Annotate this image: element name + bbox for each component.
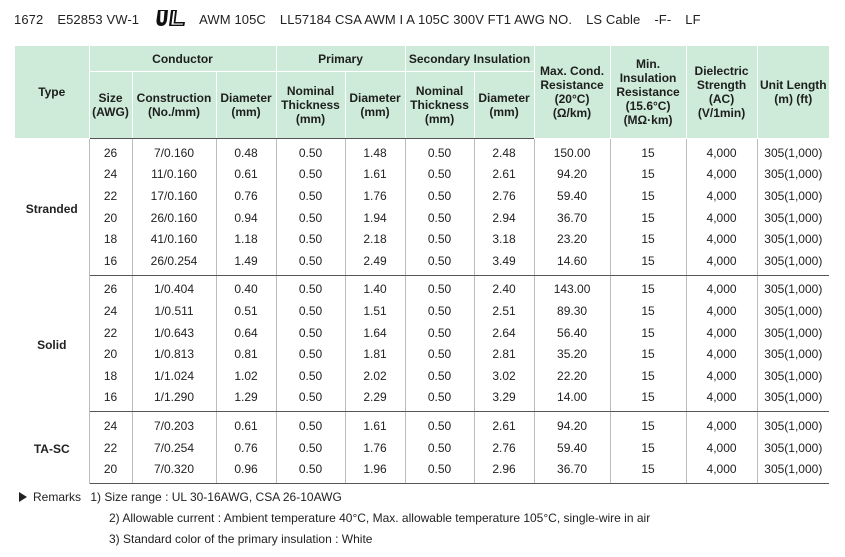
prim-thickness-cell: 0.50 — [276, 185, 345, 207]
dielectric-cell: 4,000 — [686, 185, 757, 207]
dielectric-cell: 4,000 — [686, 322, 757, 344]
prim-thickness-cell: 0.50 — [276, 343, 345, 365]
prim-thickness-cell: 0.50 — [276, 250, 345, 275]
sec-diameter-cell: 2.48 — [474, 139, 534, 164]
size-cell: 20 — [89, 207, 132, 229]
prim-thickness-cell: 0.50 — [276, 300, 345, 322]
max-resistance-cell: 59.40 — [534, 437, 610, 459]
group-secondary-insulation: Secondary Insulation — [405, 46, 534, 72]
unit-length-cell: 305(1,000) — [764, 145, 823, 160]
max-resistance-cell: 35.20 — [534, 343, 610, 365]
dielectric-cell: 4,000 — [686, 207, 757, 229]
unit-length-cell: 305(1,000) — [764, 188, 823, 203]
sec-thickness-cell: 0.50 — [405, 228, 474, 250]
col-size: Size (AWG) — [89, 72, 132, 139]
size-cell: 20 — [89, 343, 132, 365]
max-resistance-cell: 94.20 — [534, 164, 610, 186]
size-cell: 16 — [89, 250, 132, 275]
table-row — [15, 250, 829, 275]
construction-cell: 1/1.290 — [132, 387, 216, 412]
col-max-resistance: Max. Cond. Resistance (20°C) (Ω/km) — [534, 46, 610, 139]
header-item: LL57184 CSA AWM I A 105C 300V FT1 AWG NO. — [279, 11, 573, 27]
construction-cell: 26/0.254 — [132, 250, 216, 275]
unit-length-cell: 305(1,000) — [764, 418, 823, 433]
sec-diameter-cell: 2.61 — [474, 412, 534, 437]
table-row — [15, 437, 829, 459]
min-insulation-cell: 15 — [610, 343, 686, 365]
sec-thickness-cell: 0.50 — [405, 322, 474, 344]
unit-length-cell: 305(1,000) — [764, 210, 823, 225]
cond-diameter-cell: 0.76 — [216, 437, 276, 459]
cable-spec-header — [14, 5, 715, 33]
max-resistance-cell: 36.70 — [534, 458, 610, 483]
unit-length-cell: 305(1,000) — [764, 347, 823, 362]
remark-item: 1) Size range : UL 30-16AWG, CSA 26-10AWG — [90, 490, 342, 504]
unit-length-cell: 305(1,000) — [764, 303, 823, 318]
col-min-insulation: Min. Insulation Resistance (15.6°C) (MΩ·km) — [610, 46, 686, 139]
size-cell: 24 — [89, 412, 132, 437]
min-insulation-cell: 15 — [610, 275, 686, 300]
prim-diameter-cell: 1.40 — [345, 275, 405, 300]
cond-diameter-cell: 0.81 — [216, 343, 276, 365]
max-resistance-cell: 56.40 — [534, 322, 610, 344]
prim-diameter-cell: 2.02 — [345, 365, 405, 387]
min-insulation-cell: 15 — [610, 365, 686, 387]
size-cell: 22 — [89, 437, 132, 459]
construction-cell: 7/0.160 — [132, 139, 216, 164]
max-resistance-cell: 36.70 — [534, 207, 610, 229]
unit-length-cell: 305(1,000) — [757, 387, 829, 412]
construction-cell: 7/0.320 — [132, 458, 216, 483]
type-cell: Solid — [15, 275, 89, 412]
table-row — [15, 275, 829, 300]
table-row — [15, 365, 829, 387]
prim-thickness-cell: 0.50 — [276, 437, 345, 459]
unit-length-cell: 305(1,000) — [757, 250, 829, 275]
remarks-label: Remarks — [33, 490, 82, 504]
header-item: AWM 105C — [199, 11, 266, 27]
size-cell: 26 — [89, 139, 132, 164]
unit-length-cell: 305(1,000) — [764, 440, 823, 455]
prim-thickness-cell: 0.50 — [276, 139, 345, 164]
min-insulation-cell: 15 — [610, 458, 686, 483]
table-row — [15, 387, 829, 412]
header-item: LF — [685, 11, 701, 27]
cable-spec-body — [15, 139, 829, 484]
dielectric-cell: 4,000 — [686, 387, 757, 412]
remark-item: 2) Allowable current : Ambient temperature 40°C, Max. allowable temperature 105°C, single-wire in air — [109, 511, 651, 525]
size-cell: 20 — [89, 458, 132, 483]
dielectric-cell: 4,000 — [686, 275, 757, 300]
cond-diameter-cell: 0.48 — [216, 139, 276, 164]
min-insulation-cell: 15 — [610, 437, 686, 459]
cond-diameter-cell: 0.51 — [216, 300, 276, 322]
max-resistance-cell: 23.20 — [534, 228, 610, 250]
prim-thickness-cell: 0.50 — [276, 207, 345, 229]
prim-diameter-cell: 1.48 — [345, 139, 405, 164]
max-resistance-cell: 143.00 — [534, 275, 610, 300]
table-row — [15, 343, 829, 365]
construction-cell: 7/0.203 — [132, 412, 216, 437]
unit-length-cell: 305(1,000) — [764, 232, 823, 247]
cond-diameter-cell: 1.49 — [216, 250, 276, 275]
prim-thickness-cell: 0.50 — [276, 387, 345, 412]
size-cell: 24 — [89, 164, 132, 186]
table-row — [15, 164, 829, 186]
sec-thickness-cell: 0.50 — [405, 139, 474, 164]
max-resistance-cell: 150.00 — [534, 139, 610, 164]
prim-diameter-cell: 2.18 — [345, 228, 405, 250]
sec-diameter-cell: 2.51 — [474, 300, 534, 322]
sec-diameter-cell: 2.76 — [474, 185, 534, 207]
min-insulation-cell: 15 — [610, 139, 686, 164]
triangle-bullet-icon — [19, 492, 27, 502]
min-insulation-cell: 15 — [610, 228, 686, 250]
header-item: 1672 — [14, 11, 44, 27]
size-cell: 22 — [89, 185, 132, 207]
dielectric-cell: 4,000 — [686, 412, 757, 437]
sec-thickness-cell: 0.50 — [405, 343, 474, 365]
remark-item: 3) Standard color of the primary insulation : White — [109, 532, 373, 546]
construction-cell: 41/0.160 — [132, 228, 216, 250]
col-dielectric: Dielectric Strength (AC) (V/1min) — [686, 46, 757, 139]
prim-thickness-cell: 0.50 — [276, 365, 345, 387]
col-prim-diameter: Diameter (mm) — [345, 72, 405, 139]
construction-cell: 1/0.643 — [132, 322, 216, 344]
col-sec-diameter: Diameter (mm) — [474, 72, 534, 139]
cond-diameter-cell: 1.18 — [216, 228, 276, 250]
construction-cell: 26/0.160 — [132, 207, 216, 229]
prim-diameter-cell: 1.81 — [345, 343, 405, 365]
col-construction: Construction (No./mm) — [132, 72, 216, 139]
sec-thickness-cell: 0.50 — [405, 458, 474, 483]
cond-diameter-cell: 0.64 — [216, 322, 276, 344]
prim-thickness-cell: 0.50 — [276, 228, 345, 250]
sec-diameter-cell: 2.76 — [474, 437, 534, 459]
sec-thickness-cell: 0.50 — [405, 250, 474, 275]
size-cell: 26 — [89, 275, 132, 300]
type-cell: Stranded — [15, 139, 89, 276]
sec-diameter-cell: 3.49 — [474, 250, 534, 275]
header-item: -F- — [654, 11, 672, 27]
dielectric-cell: 4,000 — [686, 164, 757, 186]
prim-diameter-cell: 1.61 — [345, 412, 405, 437]
max-resistance-cell: 22.20 — [534, 365, 610, 387]
size-cell: 16 — [89, 387, 132, 412]
col-type: Type — [15, 46, 89, 139]
col-cond-diameter: Diameter (mm) — [216, 72, 276, 139]
cond-diameter-cell: 0.96 — [216, 458, 276, 483]
sec-thickness-cell: 0.50 — [405, 207, 474, 229]
cond-diameter-cell: 1.02 — [216, 365, 276, 387]
size-cell: 22 — [89, 322, 132, 344]
header-item: E52853 VW-1 — [57, 11, 140, 27]
min-insulation-cell: 15 — [610, 207, 686, 229]
cond-diameter-cell: 0.76 — [216, 185, 276, 207]
prim-diameter-cell: 1.51 — [345, 300, 405, 322]
cond-diameter-cell: 0.61 — [216, 164, 276, 186]
prim-thickness-cell: 0.50 — [276, 322, 345, 344]
min-insulation-cell: 15 — [610, 412, 686, 437]
cond-diameter-cell: 0.61 — [216, 412, 276, 437]
prim-diameter-cell: 2.29 — [345, 387, 405, 412]
table-row — [15, 207, 829, 229]
cond-diameter-cell: 0.94 — [216, 207, 276, 229]
size-cell: 24 — [89, 300, 132, 322]
sec-diameter-cell: 2.61 — [474, 164, 534, 186]
sec-diameter-cell: 2.94 — [474, 207, 534, 229]
unit-length-cell: 305(1,000) — [764, 325, 823, 340]
sec-thickness-cell: 0.50 — [405, 300, 474, 322]
col-sec-thickness: Nominal Thickness (mm) — [405, 72, 474, 139]
table-row — [15, 228, 829, 250]
table-row — [15, 458, 829, 483]
table-row — [15, 412, 829, 437]
prim-diameter-cell: 1.94 — [345, 207, 405, 229]
dielectric-cell: 4,000 — [686, 458, 757, 483]
prim-thickness-cell: 0.50 — [276, 275, 345, 300]
type-cell: TA-SC — [15, 412, 89, 484]
sec-diameter-cell: 3.18 — [474, 228, 534, 250]
cable-spec-table — [15, 46, 829, 484]
sec-diameter-cell: 3.02 — [474, 365, 534, 387]
max-resistance-cell: 59.40 — [534, 185, 610, 207]
sec-diameter-cell: 2.40 — [474, 275, 534, 300]
min-insulation-cell: 15 — [610, 322, 686, 344]
group-primary: Primary — [276, 46, 405, 72]
min-insulation-cell: 15 — [610, 185, 686, 207]
col-unit-length: Unit Length (m) (ft) — [757, 46, 829, 139]
max-resistance-cell: 89.30 — [534, 300, 610, 322]
header-item: LS Cable — [586, 11, 641, 27]
size-cell: 18 — [89, 365, 132, 387]
sec-thickness-cell: 0.50 — [405, 275, 474, 300]
dielectric-cell: 4,000 — [686, 343, 757, 365]
size-cell: 18 — [89, 228, 132, 250]
sec-thickness-cell: 0.50 — [405, 164, 474, 186]
min-insulation-cell: 15 — [610, 164, 686, 186]
table-row — [15, 300, 829, 322]
construction-cell: 1/0.813 — [132, 343, 216, 365]
max-resistance-cell: 94.20 — [534, 412, 610, 437]
construction-cell: 7/0.254 — [132, 437, 216, 459]
dielectric-cell: 4,000 — [686, 228, 757, 250]
dielectric-cell: 4,000 — [686, 365, 757, 387]
unit-length-cell: 305(1,000) — [764, 167, 823, 182]
sec-thickness-cell: 0.50 — [405, 412, 474, 437]
unit-length-cell: 305(1,000) — [757, 458, 829, 483]
sec-thickness-cell: 0.50 — [405, 365, 474, 387]
remarks — [19, 487, 650, 550]
prim-thickness-cell: 0.50 — [276, 164, 345, 186]
prim-diameter-cell: 1.76 — [345, 437, 405, 459]
prim-thickness-cell: 0.50 — [276, 458, 345, 483]
sec-diameter-cell: 2.96 — [474, 458, 534, 483]
sec-diameter-cell: 2.64 — [474, 322, 534, 344]
construction-cell: 11/0.160 — [132, 164, 216, 186]
max-resistance-cell: 14.00 — [534, 387, 610, 412]
dielectric-cell: 4,000 — [686, 300, 757, 322]
unit-length-cell: 305(1,000) — [764, 282, 823, 297]
dielectric-cell: 4,000 — [686, 437, 757, 459]
construction-cell: 1/1.024 — [132, 365, 216, 387]
table-row — [15, 185, 829, 207]
prim-diameter-cell: 1.76 — [345, 185, 405, 207]
construction-cell: 17/0.160 — [132, 185, 216, 207]
sec-diameter-cell: 2.81 — [474, 343, 534, 365]
table-row — [15, 139, 829, 164]
min-insulation-cell: 15 — [610, 250, 686, 275]
table-row — [15, 322, 829, 344]
cond-diameter-cell: 0.40 — [216, 275, 276, 300]
cond-diameter-cell: 1.29 — [216, 387, 276, 412]
sec-thickness-cell: 0.50 — [405, 387, 474, 412]
sec-thickness-cell: 0.50 — [405, 437, 474, 459]
group-conductor: Conductor — [89, 46, 276, 72]
construction-cell: 1/0.404 — [132, 275, 216, 300]
prim-diameter-cell: 2.49 — [345, 250, 405, 275]
unit-length-cell: 305(1,000) — [764, 368, 823, 383]
prim-diameter-cell: 1.96 — [345, 458, 405, 483]
sec-thickness-cell: 0.50 — [405, 185, 474, 207]
ul-recognized-logo-icon — [155, 8, 189, 31]
prim-diameter-cell: 1.61 — [345, 164, 405, 186]
prim-diameter-cell: 1.64 — [345, 322, 405, 344]
sec-diameter-cell: 3.29 — [474, 387, 534, 412]
col-prim-thickness: Nominal Thickness (mm) — [276, 72, 345, 139]
prim-thickness-cell: 0.50 — [276, 412, 345, 437]
construction-cell: 1/0.511 — [132, 300, 216, 322]
min-insulation-cell: 15 — [610, 300, 686, 322]
max-resistance-cell: 14.60 — [534, 250, 610, 275]
dielectric-cell: 4,000 — [686, 139, 757, 164]
dielectric-cell: 4,000 — [686, 250, 757, 275]
min-insulation-cell: 15 — [610, 387, 686, 412]
